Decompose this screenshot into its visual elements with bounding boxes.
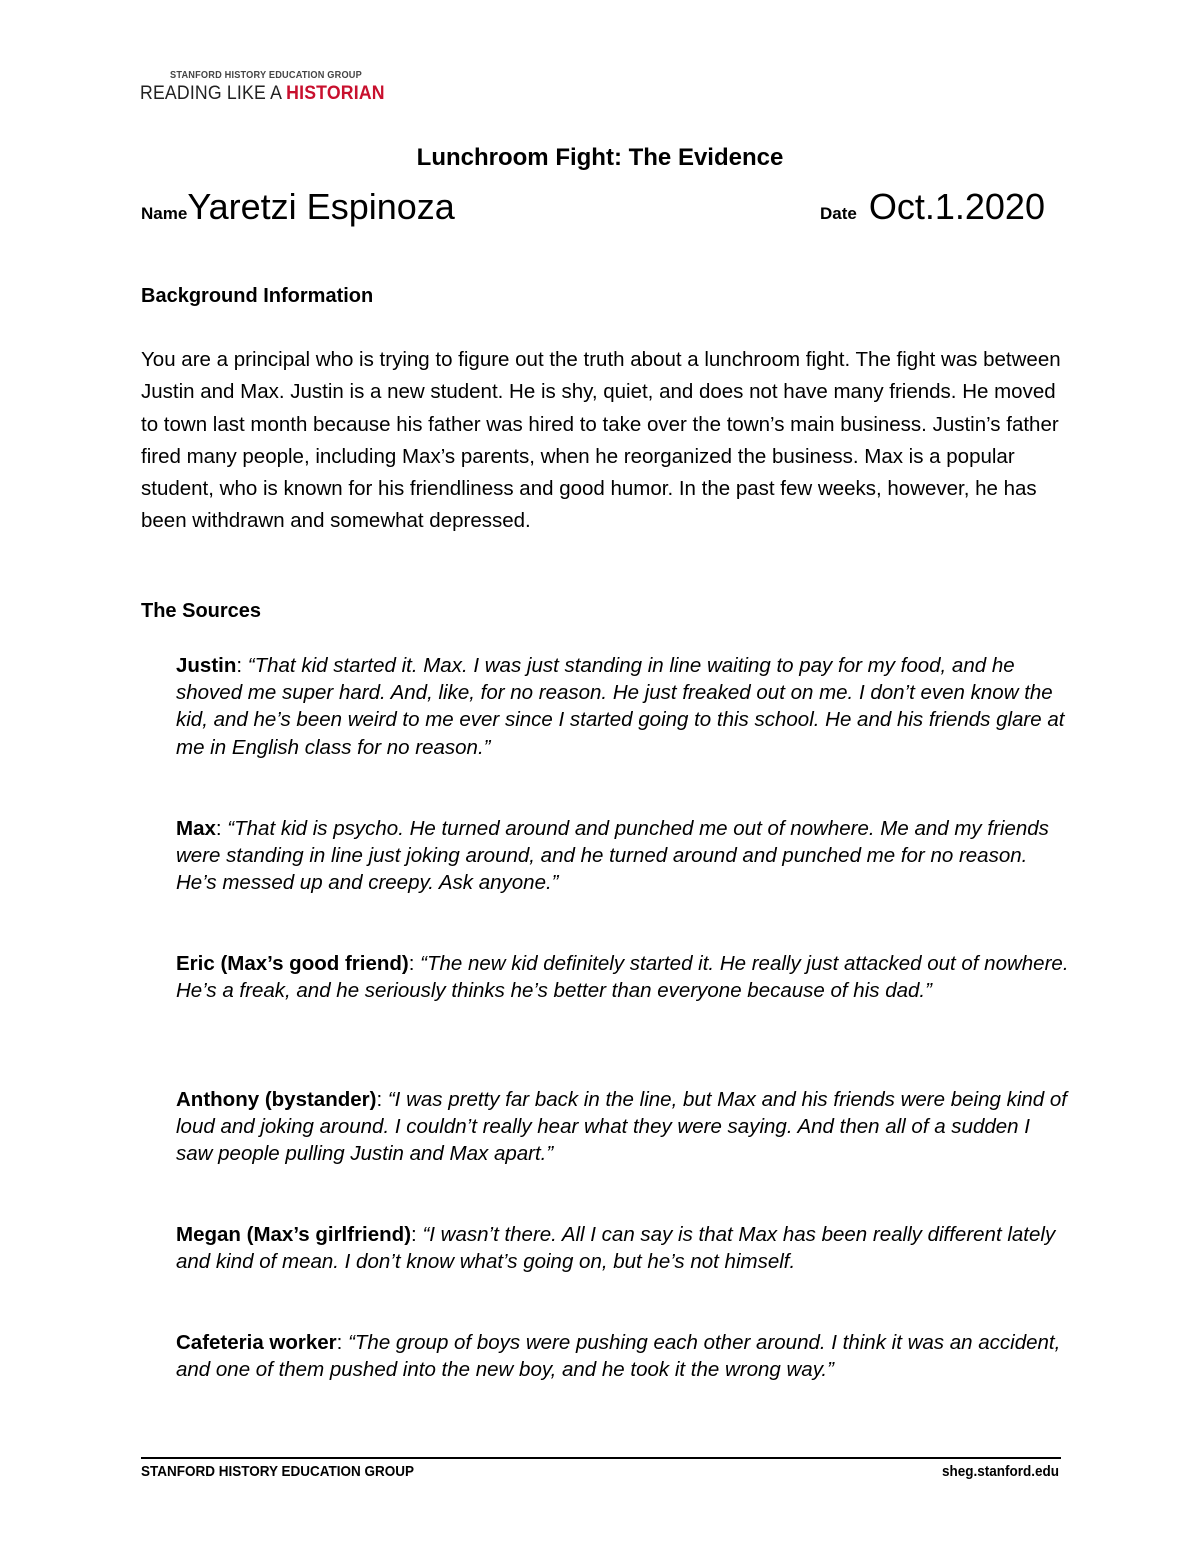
source-speaker: Megan (Max’s girlfriend) — [176, 1223, 412, 1246]
logo-text-1: READING LIKE A — [140, 83, 287, 104]
source-quote: “The group of boys were pushing each other around. I think it was an accident, and one of them pushed into the new boy, and he took it the wrong way.” — [176, 1331, 1061, 1382]
source-item — [176, 652, 1071, 761]
source-item — [176, 1221, 1071, 1275]
source-quote: “I wasn’t there. All I can say is that Max has been really different lately and kind of mean. I don’t know what’s going on, but he’s not himself. — [176, 1223, 1056, 1274]
source-item — [176, 815, 1071, 897]
name-field[interactable] — [141, 186, 455, 228]
source-separator: : — [215, 817, 228, 840]
footer-website: sheg.stanford.edu — [941, 1463, 1059, 1480]
source-item — [176, 950, 1071, 1004]
date-value[interactable]: Oct.1.2020 — [868, 186, 1045, 227]
source-quote: “That kid started it. Max. I was just standing in line waiting to pay for my food, and he shoved me super hard. And, like, for no reason. He just freaked out on me. I don’t even know the kid, and he’s been weird to me ever since I started going to this school. He and his friends glare at me in English class for no reason.” — [176, 654, 1065, 759]
name-value[interactable]: Yaretzi Espinoza — [187, 186, 455, 227]
logo — [140, 70, 403, 105]
source-speaker: Max — [176, 817, 216, 840]
source-speaker: Eric (Max’s good friend) — [176, 952, 409, 975]
source-speaker: Cafeteria worker — [176, 1331, 337, 1354]
logo-text-4: RIAN — [340, 83, 385, 104]
footer-organization: STANFORD HISTORY EDUCATION GROUP — [141, 1463, 415, 1480]
page-title: Lunchroom Fight: The Evidence — [416, 144, 784, 171]
source-quote: “I was pretty far back in the line, but Max and his friends were being kind of loud and joking around. I couldn’t really hear what they were saying. And then all of a sudden I saw people pulling Justin and Max apart.” — [176, 1088, 1067, 1166]
source-speaker: Justin — [176, 654, 237, 677]
source-separator: : — [376, 1088, 388, 1111]
footer-divider — [141, 1457, 1061, 1459]
sources-heading: The Sources — [141, 600, 262, 622]
logo-text-2: HIST — [286, 83, 327, 104]
source-speaker: Anthony (bystander) — [176, 1088, 377, 1111]
source-quote: “That kid is psycho. He turned around and punched me out of nowhere. Me and my friends were standing in line just joking around, and he turned around and punched me for no reason. He’s messed up and creepy. Ask anyone.” — [176, 817, 1049, 895]
source-item — [176, 1329, 1071, 1383]
logo-wordmark — [140, 83, 385, 105]
logo-subtitle: STANFORD HISTORY EDUCATION GROUP — [170, 70, 362, 81]
source-quote: “The new kid definitely started it. He really just attacked out of nowhere. He’s a freak, and he seriously thinks he’s better than everyone because of his dad.” — [176, 952, 1069, 1003]
date-field[interactable] — [820, 186, 1045, 228]
source-separator: : — [236, 654, 248, 677]
source-separator: : — [336, 1331, 349, 1354]
source-separator: : — [408, 952, 421, 975]
background-heading: Background Information — [141, 285, 374, 307]
source-item — [176, 1086, 1071, 1168]
name-label: Name — [141, 204, 188, 223]
background-paragraph: You are a principal who is trying to figure out the truth about a lunchroom fight. The fight was between Justin and Max. Justin is a new student. He is shy, quiet, and does not have many friends. He moved to town last month because his father was hired to take over the town’s main business. Justin’s father fired many people, including Max’s parents, when he reorganized the business. Max is a popular student, who is known for his friendliness and good humor. In the past few weeks, however, he has been withdrawn and somewhat depressed. — [141, 348, 1061, 533]
date-label: Date — [820, 204, 857, 223]
source-separator: : — [411, 1223, 423, 1246]
logo-text-3: O — [326, 83, 341, 104]
